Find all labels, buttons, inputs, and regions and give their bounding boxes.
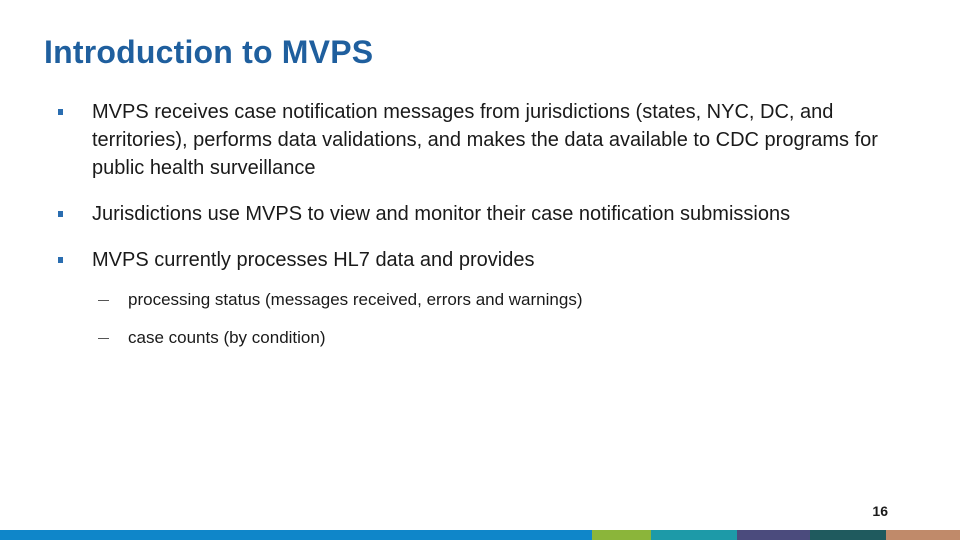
footer-segment: [737, 530, 810, 540]
sub-bullet-item: [92, 288, 898, 312]
footer-segment: [886, 530, 960, 540]
square-bullet-icon: [58, 211, 63, 217]
bullet-item: [58, 200, 898, 228]
bullet-text: MVPS receives case notification messages from jurisdictions (states, NYC, DC, and territories), performs data validations, and makes the data available to CDC programs for public health surveillance: [92, 101, 878, 179]
sub-bullet-item: [92, 326, 898, 350]
footer-segment: [651, 530, 737, 540]
bullet-item: [58, 246, 898, 350]
footer-segment: [0, 530, 592, 540]
bullet-item: [58, 98, 898, 182]
footer-segment: [592, 530, 651, 540]
page-title: Introduction to MVPS: [44, 34, 374, 70]
footer-segment: [810, 530, 886, 540]
sub-bullet-text: case counts (by condition): [128, 328, 326, 347]
bullet-text: Jurisdictions use MVPS to view and monitor their case notification submissions: [92, 203, 791, 225]
dash-bullet-icon: [98, 300, 109, 301]
bullet-text: MVPS currently processes HL7 data and provides: [92, 249, 535, 271]
footer-color-bar: [0, 530, 960, 540]
dash-bullet-icon: [98, 338, 109, 339]
square-bullet-icon: [58, 109, 63, 115]
square-bullet-icon: [58, 257, 63, 263]
sub-bullet-list: [92, 288, 898, 350]
bullet-list: [58, 98, 898, 368]
page-number: 16: [872, 503, 888, 519]
sub-bullet-text: processing status (messages received, errors and warnings): [128, 290, 583, 309]
